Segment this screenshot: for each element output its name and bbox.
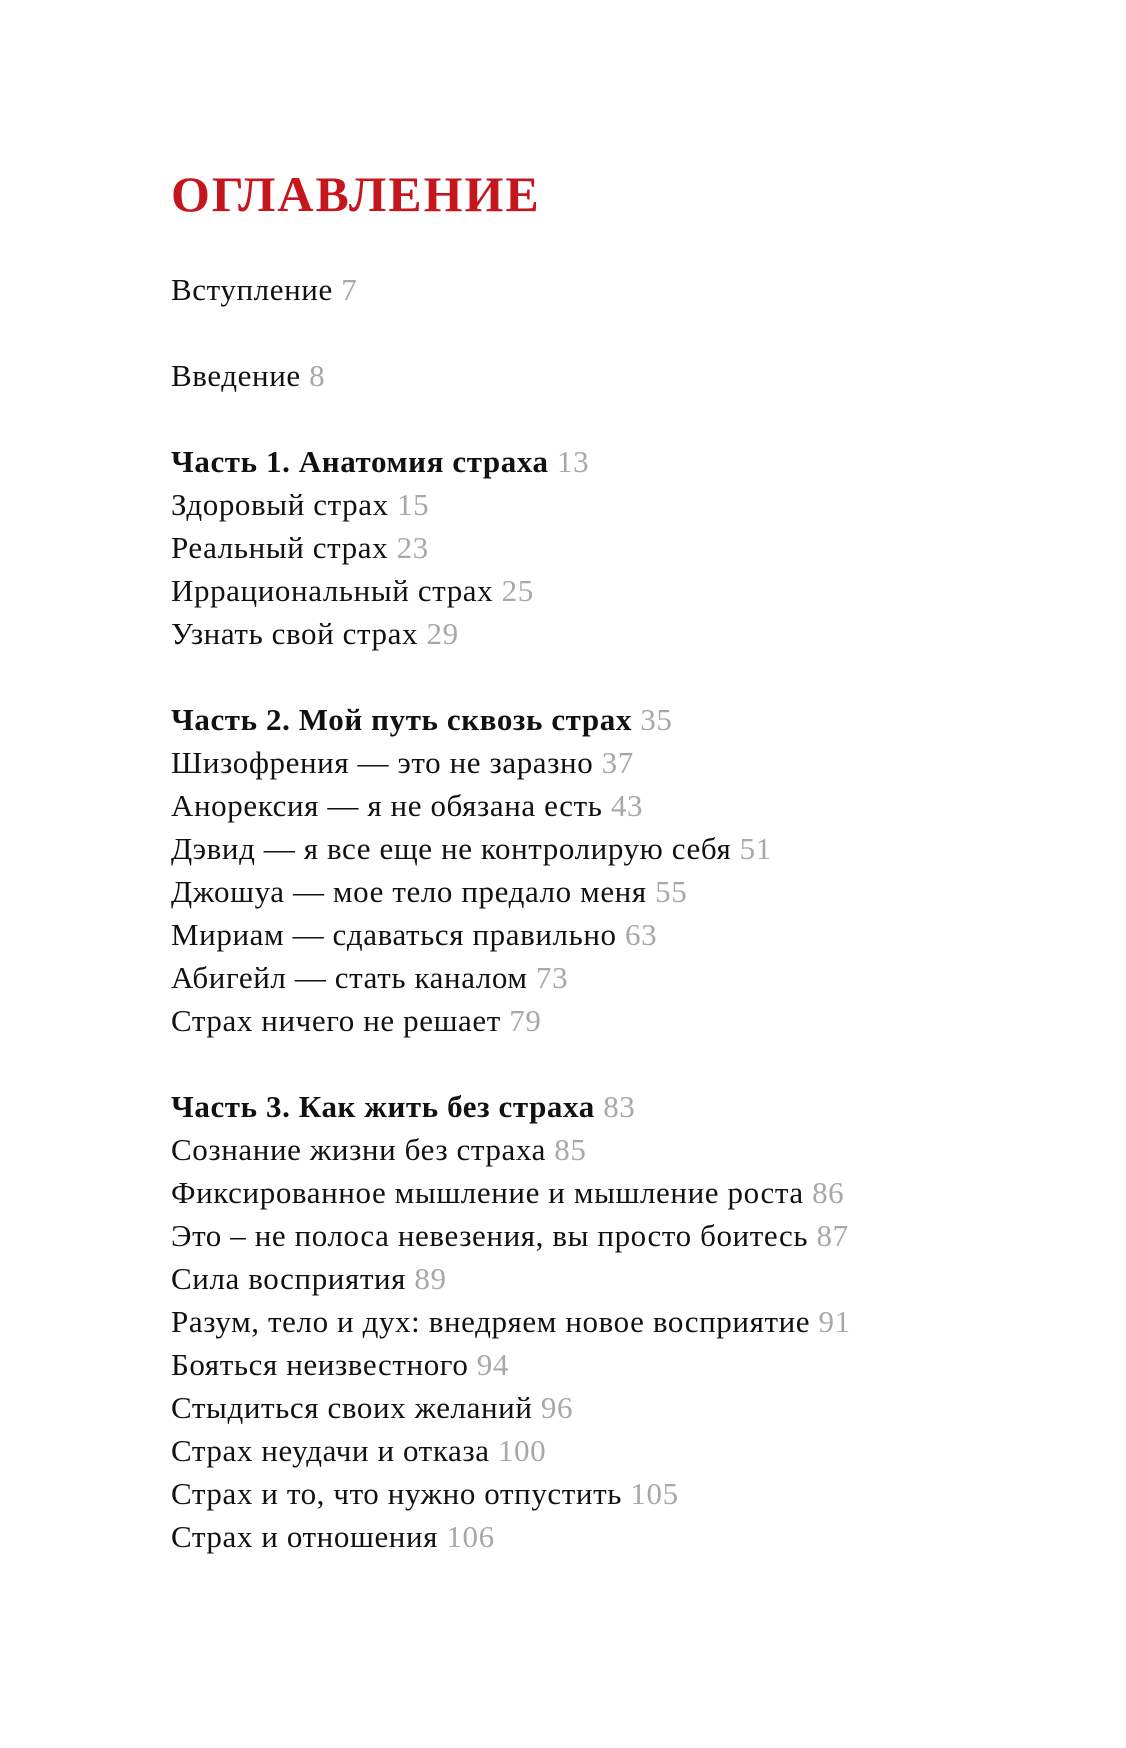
toc-page-number: 13 (557, 444, 590, 479)
toc-entry (171, 999, 1071, 1042)
toc-entry-title: Здоровый страх (171, 487, 389, 522)
toc-page-number: 94 (476, 1347, 509, 1382)
toc-page-number: 89 (414, 1261, 447, 1296)
toc-entry-title: Абигейл — стать каналом (171, 960, 528, 995)
toc-entry-title: Узнать свой страх (171, 616, 419, 651)
toc-page-number: 37 (601, 745, 634, 780)
toc-part-heading (171, 440, 1071, 483)
toc-entry-title: Шизофрения — это не заразно (171, 745, 594, 780)
toc-page-number: 8 (309, 358, 326, 393)
toc-entry (171, 483, 1071, 526)
toc-entry-title: Страх и то, что нужно отпустить (171, 1476, 623, 1511)
toc-entry (171, 741, 1071, 784)
toc-page-number: 25 (501, 573, 534, 608)
toc-entry-title: Часть 3. Как жить без страха (171, 1089, 595, 1124)
toc-entry-title: Дэвид — я все еще не контролирую себя (171, 831, 732, 866)
toc-entry (171, 827, 1071, 870)
toc-page-number: 29 (426, 616, 459, 651)
toc-page-number: 79 (509, 1003, 542, 1038)
toc-entry (171, 569, 1071, 612)
page-title: ОГЛАВЛЕНИЕ (171, 166, 541, 222)
toc-page-number: 96 (540, 1390, 574, 1425)
toc-page-number: 23 (396, 530, 429, 565)
toc-entry (171, 526, 1071, 569)
toc-entry (171, 1429, 1071, 1472)
toc-entry (171, 1171, 1071, 1214)
toc-entry-title: Часть 1. Анатомия страха (171, 444, 549, 479)
toc-entry (171, 1515, 1071, 1558)
toc-entry (171, 784, 1071, 827)
toc-entry-title: Джошуа — мое тело предало меня (171, 874, 647, 909)
toc-page-number: 85 (554, 1132, 587, 1167)
toc-entry-title: Фиксированное мышление и мышление роста (171, 1175, 804, 1210)
toc-page-number: 35 (640, 702, 673, 737)
toc-entry-title: Страх и отношения (171, 1519, 439, 1554)
toc-entry-title: Реальный страх (171, 530, 389, 565)
toc-page-number: 87 (816, 1218, 849, 1253)
toc-entry-title: Введение (171, 358, 301, 393)
toc-entry-title: Страх неудачи и отказа (171, 1433, 490, 1468)
toc-entry (171, 913, 1071, 956)
toc-page-number: 73 (536, 960, 569, 995)
toc-entry (171, 354, 1071, 397)
toc-page-number: 106 (446, 1519, 495, 1554)
table-of-contents (171, 158, 1071, 1558)
toc-entries (171, 268, 1071, 1558)
toc-entry (171, 1128, 1071, 1171)
toc-entry (171, 612, 1071, 655)
toc-entry-title: Сознание жизни без страха (171, 1132, 546, 1167)
toc-entry-title: Страх ничего не решает (171, 1003, 501, 1038)
toc-entry (171, 1214, 1071, 1257)
toc-page-number: 15 (397, 487, 430, 522)
toc-entry-title: Это – не полоса невезения, вы просто боитесь (171, 1218, 809, 1253)
toc-page-number: 91 (818, 1304, 851, 1339)
toc-page-number: 43 (610, 788, 644, 823)
toc-entry (171, 1257, 1071, 1300)
toc-entry (171, 1386, 1071, 1429)
toc-page-number: 86 (812, 1175, 845, 1210)
toc-entry (171, 870, 1071, 913)
toc-part-heading (171, 1085, 1071, 1128)
toc-entry-title: Разум, тело и дух: внедряем новое восприятие (171, 1304, 811, 1339)
toc-entry-title: Стыдиться своих желаний (171, 1390, 533, 1425)
toc-page-number: 83 (603, 1089, 636, 1124)
toc-page-number: 105 (630, 1476, 679, 1511)
toc-page-number: 100 (497, 1433, 547, 1468)
toc-entry (171, 1472, 1071, 1515)
toc-page-number: 7 (341, 272, 358, 307)
toc-entry-title: Анорексия — я не обязана есть (171, 788, 603, 823)
toc-entry-title: Иррациональный страх (171, 573, 494, 608)
toc-part-heading (171, 698, 1071, 741)
toc-page-number: 55 (655, 874, 688, 909)
toc-page-number: 51 (739, 831, 772, 866)
toc-entry (171, 1300, 1071, 1343)
toc-entry (171, 956, 1071, 999)
toc-entry-title: Часть 2. Мой путь сквозь страх (171, 702, 632, 737)
toc-page-number: 63 (624, 917, 658, 952)
toc-entry (171, 1343, 1071, 1386)
toc-entry (171, 268, 1071, 311)
toc-entry-title: Бояться неизвестного (171, 1347, 469, 1382)
toc-entry-title: Вступление (171, 272, 333, 307)
toc-entry-title: Сила восприятия (171, 1261, 407, 1296)
toc-entry-title: Мириам — сдаваться правильно (171, 917, 617, 952)
